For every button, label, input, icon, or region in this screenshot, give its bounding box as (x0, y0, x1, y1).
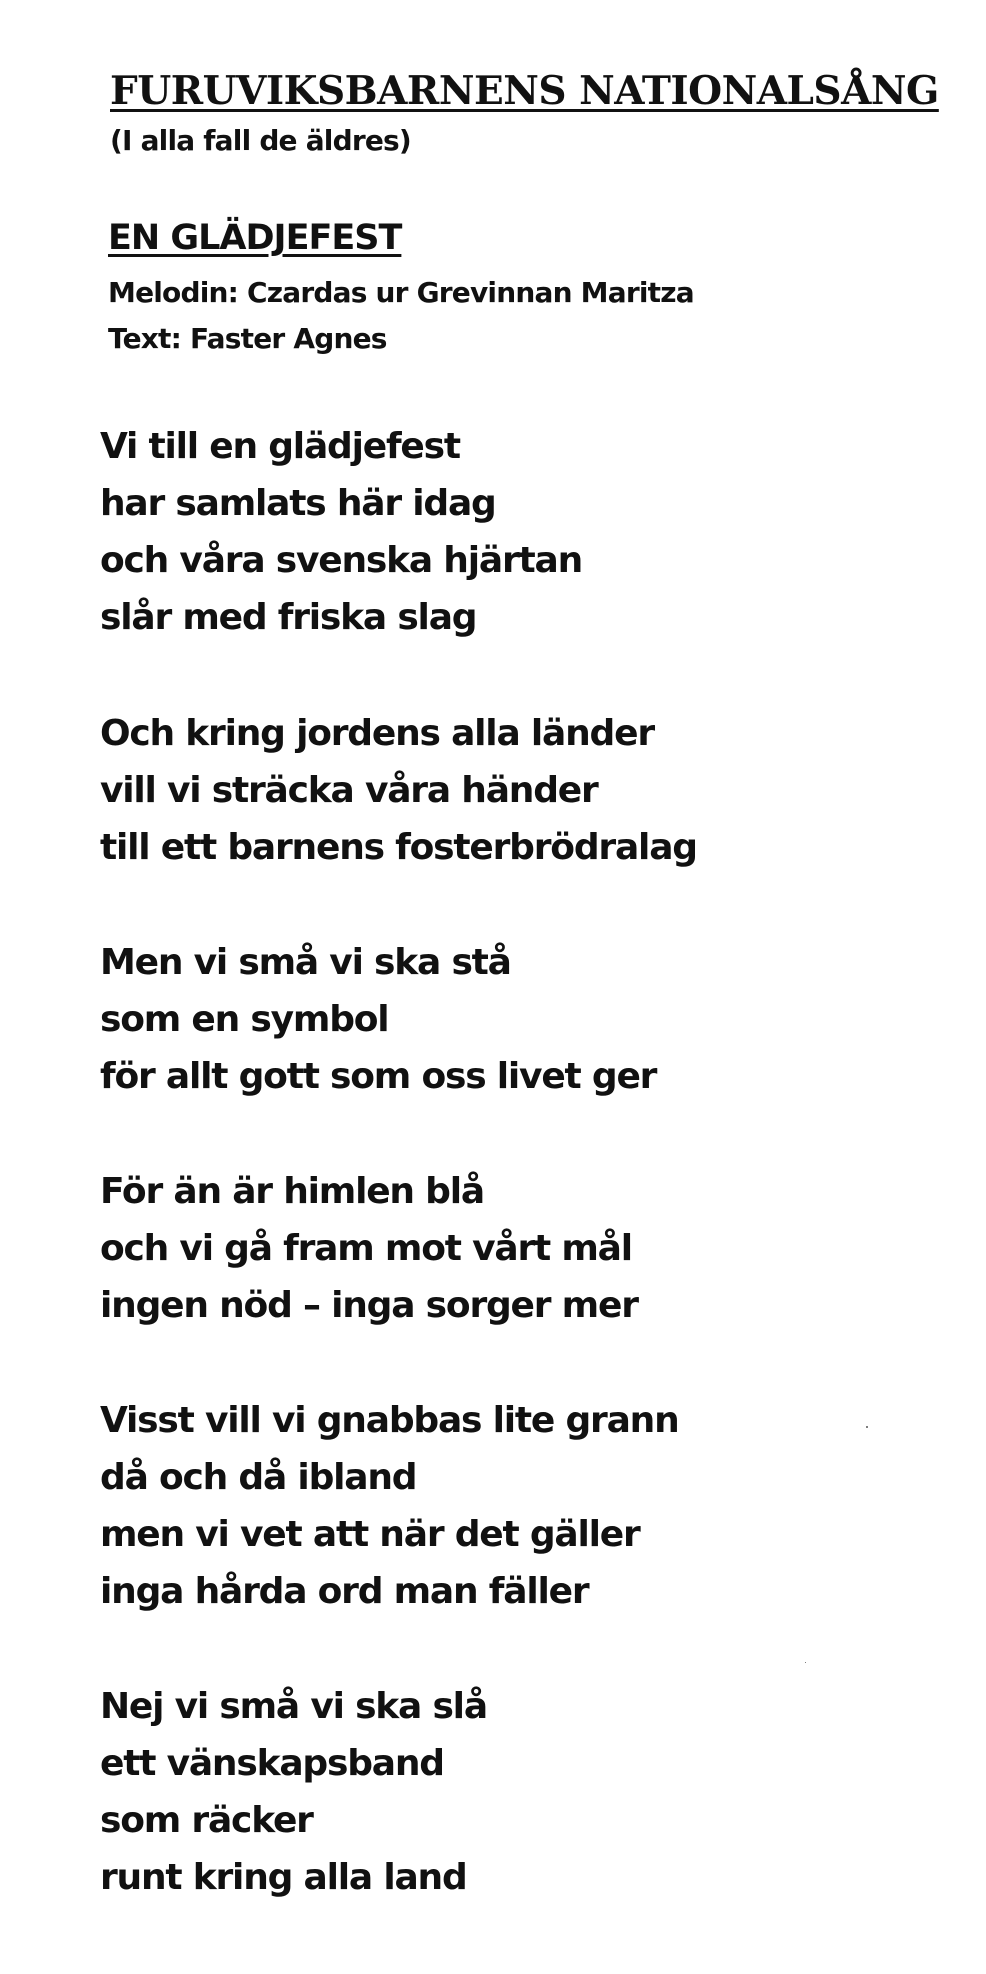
lyric-line: För än är himlen blå (100, 1171, 484, 1212)
lyric-line: då och då ibland (100, 1457, 417, 1498)
lyric-line: för allt gott som oss livet ger (100, 1056, 657, 1097)
lyric-line: men vi vet att när det gäller (100, 1514, 640, 1555)
scan-speck (805, 1662, 806, 1663)
lyric-line: ett vänskapsband (100, 1743, 444, 1784)
lyric-line: Men vi små vi ska stå (100, 942, 511, 983)
lyrics-credit: Text: Faster Agnes (108, 322, 387, 355)
lyric-line: och vi gå fram mot vårt mål (100, 1228, 632, 1269)
lyric-line: slår med friska slag (100, 597, 477, 638)
lyric-line: till ett barnens fosterbrödralag (100, 827, 697, 868)
lyric-line: Och kring jordens alla länder (100, 713, 654, 754)
song-title: EN GLÄDJEFEST (108, 218, 402, 258)
lyric-line: vill vi sträcka våra händer (100, 770, 598, 811)
lyric-line: Nej vi små vi ska slå (100, 1686, 487, 1727)
document-title: FURUVIKSBARNENS NATIONALSÅNG (110, 68, 939, 114)
lyric-line: Visst vill vi gnabbas lite grann (100, 1400, 679, 1441)
document-subtitle: (I alla fall de äldres) (110, 124, 411, 157)
lyric-line: och våra svenska hjärtan (100, 540, 583, 581)
stanza-1 (100, 418, 582, 646)
lyric-line: inga hårda ord man fäller (100, 1571, 589, 1612)
scan-speck (866, 1426, 868, 1428)
melody-credit: Melodin: Czardas ur Grevinnan Maritza (108, 276, 694, 309)
stanza-6 (100, 1678, 487, 1906)
stanza-4 (100, 1163, 638, 1334)
lyric-line: har samlats här idag (100, 483, 496, 524)
stanza-3 (100, 934, 656, 1105)
lyric-line: ingen nöd – inga sorger mer (100, 1285, 638, 1326)
stanza-5 (100, 1392, 679, 1620)
lyric-line: som räcker (100, 1800, 313, 1841)
stanza-2 (100, 705, 697, 876)
lyric-line: runt kring alla land (100, 1857, 467, 1898)
lyric-line: som en symbol (100, 999, 389, 1040)
lyric-line: Vi till en glädjefest (100, 426, 460, 467)
